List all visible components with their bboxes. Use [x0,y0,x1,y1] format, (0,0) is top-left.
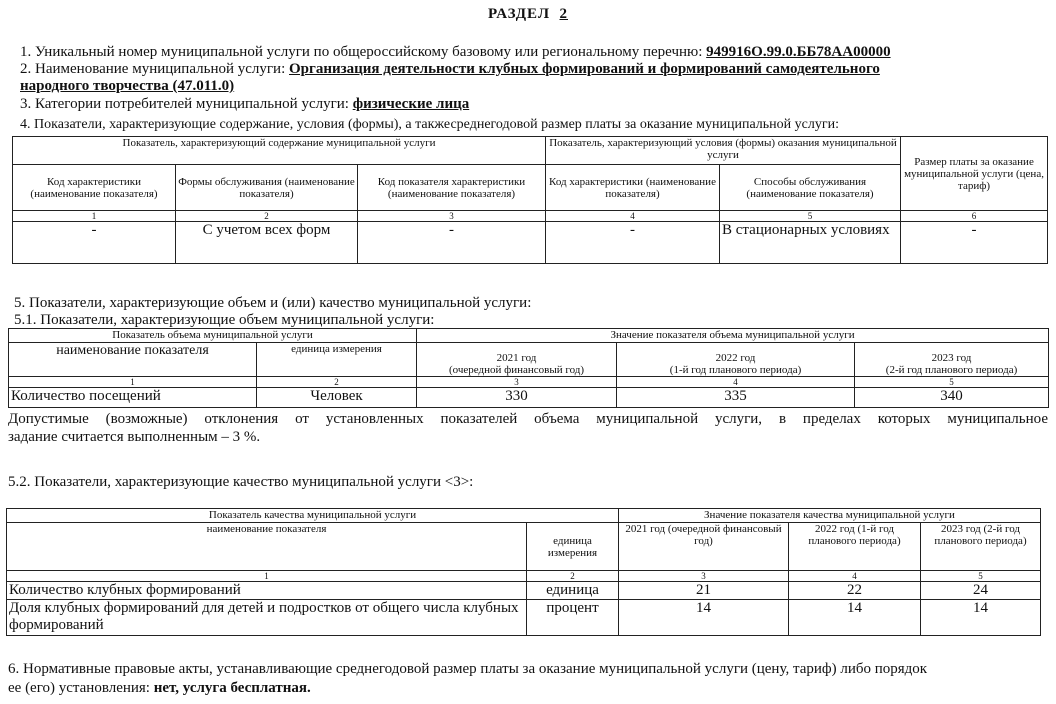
t2-group-indicator: Показатель объема муниципальной услуги [9,329,417,343]
t1-cell: В стационарных условиях [720,222,901,264]
item-service-name-cont [20,78,234,95]
t1-num: 6 [901,211,1048,222]
t2-num: 1 [9,377,257,388]
item-1-label: 1. Уникальный номер муниципальной услуги по общероссийскому базовому или региональному перечню: [20,44,707,60]
t2-year-2022-sub: (1-й год планового периода) [669,364,802,376]
t2-cell-unit: Человек [257,388,417,408]
t2-year-2022: 2022 год [715,352,756,364]
t3-row1-name: Количество клубных формирований [7,582,527,600]
content-conditions-table [12,136,1048,264]
t3-col-2023: 2023 год (2-й год планового периода) [921,523,1041,571]
t3-num: 1 [7,571,527,582]
t1-cell: - [358,222,546,264]
t2-col-2022 [617,343,855,377]
t2-col-unit: единица измерения [257,343,417,377]
t3-num: 2 [527,571,619,582]
t3-col-2021: 2021 год (очередной финансовый год) [619,523,789,571]
t1-group-content: Показатель, характеризующий содержание муниципальной услуги [13,137,546,165]
t1-cell: С учетом всех форм [176,222,358,264]
t3-num: 4 [789,571,921,582]
item-4-heading: 4. Показатели, характеризующие содержание, условия (формы), а такжесреднегодовой размер платы за оказание муниципальной услуги: [20,117,839,132]
t2-cell-2021: 330 [417,388,617,408]
t1-num: 2 [176,211,358,222]
item-service-name [20,61,880,78]
t3-row1-2023: 24 [921,582,1041,600]
t2-year-2023-sub: (2-й год планового периода) [885,364,1018,376]
t3-row2-2023: 14 [921,600,1041,636]
deviation-line1: Допустимые (возможные) отклонения от установленных показателей объема муниципальной услуги, в пределах которых муниципальное [8,411,1048,427]
t3-row2-2022: 14 [789,600,921,636]
t2-num: 3 [417,377,617,388]
section-6-line2 [8,680,311,697]
quality-table [6,508,1041,636]
t2-group-value: Значение показателя объема муниципальной услуги [417,329,1049,343]
section-6-value: нет, услуга бесплатная. [153,680,311,696]
item-2-value-line2: народного творчества (47.011.0) [20,78,235,94]
t1-col5-header: Способы обслуживания (наименование показателя) [720,165,901,211]
section-5-1-heading: 5.1. Показатели, характеризующие объем муниципальной услуги: [14,312,435,328]
t3-row1-unit: единица [527,582,619,600]
t2-col-2021 [417,343,617,377]
section-title-prefix: РАЗДЕЛ [487,6,550,22]
t2-num: 5 [855,377,1049,388]
t1-num: 3 [358,211,546,222]
t3-group-value: Значение показателя качества муниципальной услуги [619,509,1041,523]
t2-year-2023: 2023 год [931,352,972,364]
t2-cell-2022: 335 [617,388,855,408]
t1-cell: - [546,222,720,264]
t2-col-2023 [855,343,1049,377]
item-consumers [20,96,469,113]
section-number: 2 [559,6,568,22]
t2-col-name: наименование показателя [9,343,257,377]
t3-col-2022: 2022 год (1-й год планового периода) [789,523,921,571]
t3-row2-2021: 14 [619,600,789,636]
t1-col4-header: Код характеристики (наименование показателя) [546,165,720,211]
item-3-value: физические лица [352,96,470,112]
section-title [0,6,1056,23]
item-2-label: 2. Наименование муниципальной услуги: [20,61,289,77]
t2-num: 2 [257,377,417,388]
t1-num: 1 [13,211,176,222]
t3-num: 3 [619,571,789,582]
t2-num: 4 [617,377,855,388]
t3-num: 5 [921,571,1041,582]
t3-col-name: наименование показателя [7,523,527,571]
item-1-value: 949916О.99.0.ББ78АА00000 [706,44,891,60]
t1-num: 5 [720,211,901,222]
t3-group-indicator: Показатель качества муниципальной услуги [7,509,619,523]
t3-row2-unit: процент [527,600,619,636]
t3-col-unit: единица измерения [527,523,619,571]
section-5-2-heading: 5.2. Показатели, характеризующие качество муниципальной услуги <3>: [8,474,474,490]
t1-cell: - [901,222,1048,264]
t1-fee-header: Размер платы за оказание муниципальной услуги (цена, тариф) [901,137,1048,211]
t3-row1-2021: 21 [619,582,789,600]
t1-num: 4 [546,211,720,222]
t1-col2-header: Формы обслуживания (наименование показателя) [176,165,358,211]
t3-row1-2022: 22 [789,582,921,600]
t2-year-2021-sub: (очередной финансовый год) [448,364,585,376]
t3-row2-name: Доля клубных формирований для детей и подростков от общего числа клубных формирований [7,600,527,636]
t1-col3-header: Код показателя характеристики (наименование показателя) [358,165,546,211]
t2-year-2021: 2021 год [496,352,537,364]
t1-col1-header: Код характеристики (наименование показателя) [13,165,176,211]
item-2-value-line1: Организация деятельности клубных формирований и формирований самодеятельного [289,61,880,77]
t2-cell-2023: 340 [855,388,1049,408]
item-unique-number [20,44,891,61]
volume-table [8,328,1049,408]
item-3-label: 3. Категории потребителей муниципальной услуги: [20,96,353,112]
t2-cell-name: Количество посещений [9,388,257,408]
section-6-line1: 6. Нормативные правовые акты, устанавливающие среднегодовой размер платы за оказание муниципальной услуги (цену, тариф) либо порядок [8,661,928,677]
section-6-label: ее (его) установления: [8,680,154,696]
t1-cell: - [13,222,176,264]
t1-group-conditions: Показатель, характеризующий условия (формы) оказания муниципальной услуги [546,137,901,165]
section-5-heading: 5. Показатели, характеризующие объем и (или) качество муниципальной услуги: [14,295,532,311]
deviation-line2: задание считается выполненным – 3 %. [8,429,261,445]
